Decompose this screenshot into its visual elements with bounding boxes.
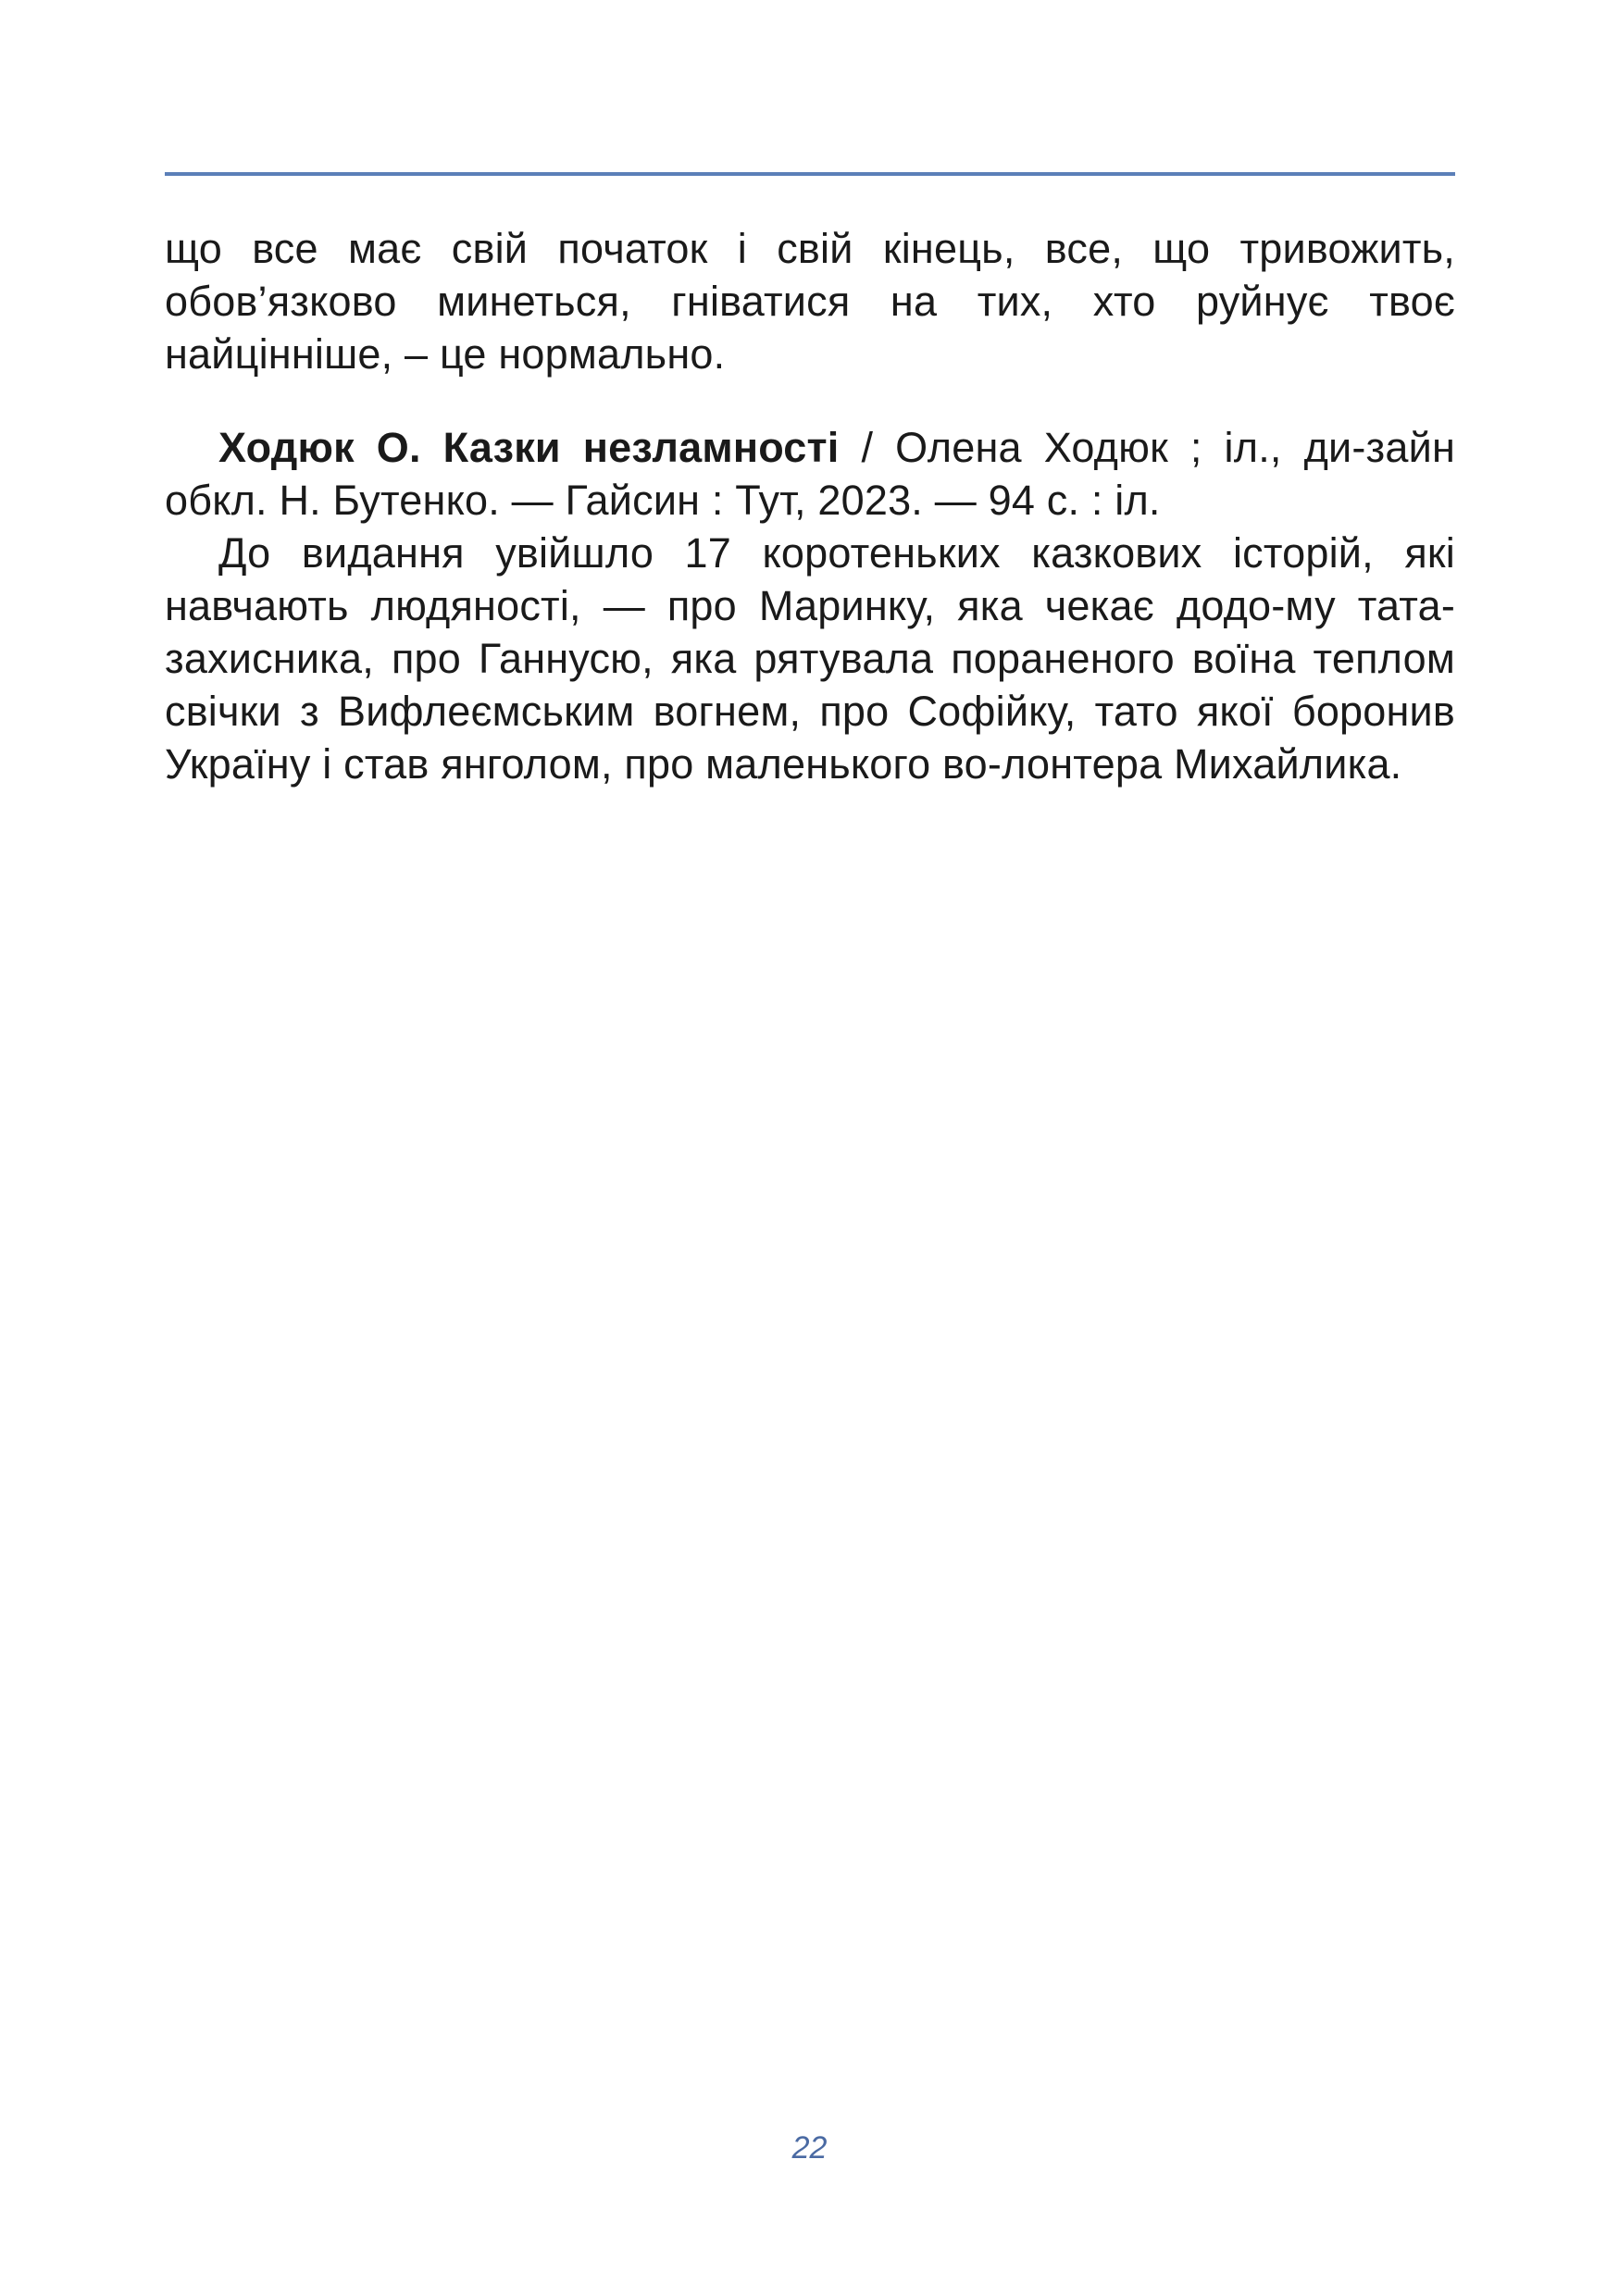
continuation-text: що все має свій початок і свій кінець, все, що тривожить, обов’язково минеться, гніватися на тих, хто руйнує твоє найцінніше, – це нормально. <box>165 225 1455 378</box>
book-entry <box>165 421 1455 790</box>
book-bibliographic-details: / Олена Ходюк ; іл., ди-зайн обкл. Н. Бутенко. — Гайсин : Тут, 2023. — 94 с. : іл. <box>165 424 1456 524</box>
header-rule <box>165 172 1455 176</box>
book-description: До видання увійшло 17 коротеньких казкових історій, які навчають людяності, — про Маринку, яка чекає додо-му тата-захисника, про Ганнусю, яка рятувала пораненого воїна теплом свічки з Вифлеємським вогнем, про Софійку, тато якої боронив Україну і став янголом, про маленького во-лонтера Михайлика. <box>165 529 1455 788</box>
continuation-paragraph <box>165 222 1455 380</box>
book-title: Ходюк О. Казки незламності <box>218 424 840 471</box>
book-citation <box>165 421 1455 527</box>
page-number: 22 <box>791 2130 828 2166</box>
